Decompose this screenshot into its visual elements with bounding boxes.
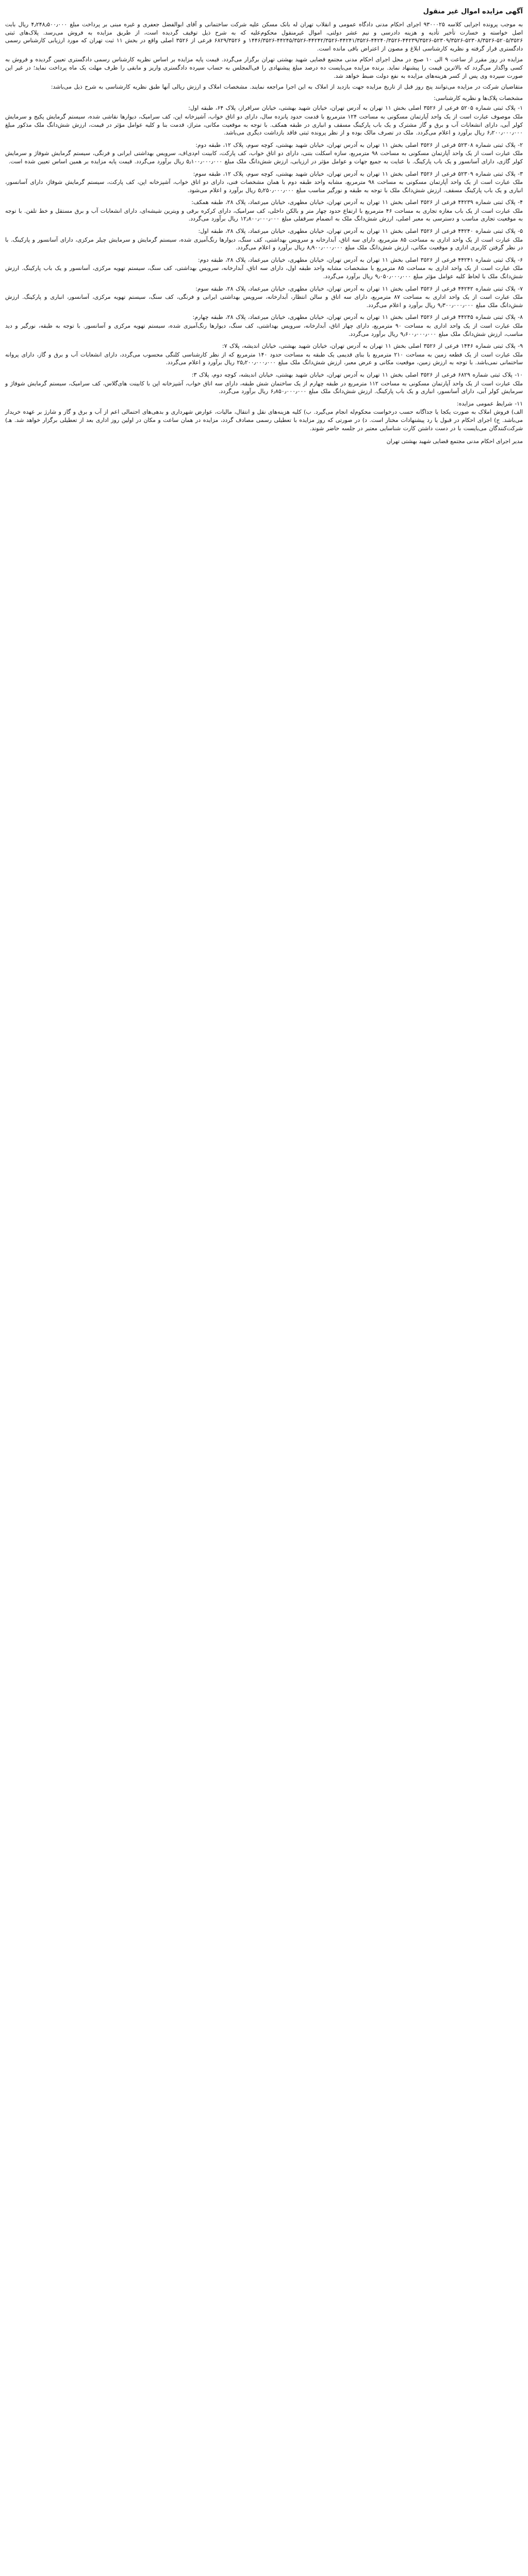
list-item bbox=[5, 141, 523, 166]
item-title: ۱- پلاک ثبتی شماره ۵۲۰۵ فرعی از ۳۵۲۶ اصلی بخش ۱۱ تهران به آدرس تهران، خیابان شهید بهشتی، خیابان سرافراز، پلاک ۶۴، طبقه اول: bbox=[188, 105, 523, 112]
item-title: ۳- پلاک ثبتی شماره ۵۲۳۰۹ فرعی از ۳۵۲۶ اصلی بخش ۱۱ تهران به آدرس تهران، خیابان شهید بهشتی، کوچه سوم، پلاک ۱۲، طبقه سوم: bbox=[193, 170, 523, 177]
list-item bbox=[5, 313, 523, 338]
item-title: ۹- پلاک ثبتی شماره ۱۴۴۶ فرعی از ۳۵۲۶ اصلی بخش ۱۱ تهران به آدرس تهران، خیابان شهید بهشتی، خیابان اندیشه، پلاک ۷: bbox=[222, 343, 523, 350]
item-body: ملک موصوف عبارت است از یک واحد آپارتمان مسکونی به مساحت ۱۲۴ مترمربع با قدمت حدود پانزده سال، دارای دو اتاق خواب، آشپزخانه اپن، کف سرامیک، دیوارها نقاشی شده، سیستم گرمایش پکیج و سرمایش کولر آبی، دارای انشعابات آب و برق و گاز مشترک و یک باب پارکینگ مسقف و انباری در طبقه همکف. با توجه به موقعیت مکانی، متراژ، قدمت بنا و کلیه عوامل مؤثر در قیمت، ارزش شش‌دانگ ملک مذکور مبلغ ۶٫۲۰۰٫۰۰۰٫۰۰۰ ریال برآورد و اعلام می‌گردد. ملک در تصرف مالک بوده و از نظر پرونده ثبتی فاقد بازداشت دیگری می‌باشد. bbox=[5, 113, 523, 137]
item-body: ملک عبارت است از یک قطعه زمین به مساحت ۲۱۰ مترمربع با بنای قدیمی یک طبقه به مساحت حدود ۱۴۰ مترمربع که از نظر کارشناسی کلنگی محسوب می‌گردد، دارای انشعابات آب و برق و گاز، دارای پروانه ساختمانی نمی‌باشد. با توجه به ارزش زمین، موقعیت مکانی و عرض معبر، ارزش شش‌دانگ ملک مبلغ ۲۵٫۲۰۰٫۰۰۰٫۰۰۰ ریال برآورد و اعلام می‌گردد. bbox=[5, 351, 523, 366]
item-title: ۷- پلاک ثبتی شماره ۴۴۲۴۲ فرعی از ۳۵۲۶ اصلی بخش ۱۱ تهران به آدرس تهران، خیابان مطهری، خیابان میرعماد، پلاک ۲۸، طبقه سوم: bbox=[195, 285, 523, 292]
item-body: ملک عبارت است از یک واحد آپارتمان مسکونی به مساحت ۹۸ مترمربع، مشابه واحد طبقه دوم با همان مشخصات فنی، دارای دو اتاق خواب، آشپزخانه اپن، کف پارکت، سیستم گرمایش شوفاژ، دارای آسانسور، انباری و یک باب پارکینگ مسقف. ارزش شش‌دانگ ملک با توجه به طبقه و نورگیر مناسب مبلغ ۵٫۲۵۰٫۰۰۰٫۰۰۰ ریال برآورد و اعلام می‌شود. bbox=[5, 179, 523, 194]
list-item bbox=[5, 256, 523, 281]
list-item bbox=[5, 400, 523, 432]
item-title: ۴- پلاک ثبتی شماره ۴۴۲۳۹ فرعی از ۳۵۲۶ اصلی بخش ۱۱ تهران به آدرس تهران، خیابان مطهری، خیابان میرعماد، پلاک ۲۸، طبقه همکف: bbox=[191, 199, 523, 206]
intro-paragraph-2: مزایده در روز مقرر از ساعت ۹ الی ۱۰ صبح در محل اجرای احکام مدنی مجتمع قضایی شهید بهشتی تهران برگزار می‌گردد. قیمت پایه مزایده بر اساس نظریه کارشناس رسمی دادگستری تعیین گردیده و فروش به کسی واگذار می‌گردد که بالاترین قیمت را پیشنهاد نماید. برنده مزایده می‌بایست ده درصد مبلغ پیشنهادی را فی‌المجلس به حساب سپرده دادگستری واریز و مابقی را ظرف مهلت یک ماه پرداخت نماید؛ در غیر این صورت سپرده وی پس از کسر هزینه‌های مزایده به نفع دولت ضبط خواهد شد. bbox=[5, 56, 523, 79]
list-item bbox=[5, 198, 523, 223]
item-title: ۸- پلاک ثبتی شماره ۴۴۲۴۵ فرعی از ۳۵۲۶ اصلی بخش ۱۱ تهران به آدرس تهران، خیابان مطهری، خیابان میرعماد، پلاک ۲۸، طبقه چهارم: bbox=[192, 314, 523, 321]
list-item bbox=[5, 227, 523, 252]
item-body: ملک عبارت است از یک واحد اداری به مساحت ۸۵ مترمربع، دارای سه اتاق، آبدارخانه و سرویس بهداشتی، کف سنگ، دیوارها رنگ‌آمیزی شده، سیستم گرمایش و سرمایش چیلر مرکزی، دارای آسانسور و پارکینگ. با در نظر گرفتن کاربری اداری و موقعیت مکانی، ارزش شش‌دانگ ملک مبلغ ۸٫۹۰۰٫۰۰۰٫۰۰۰ ریال برآورد و اعلام می‌گردد. bbox=[5, 236, 523, 251]
item-title: ۲- پلاک ثبتی شماره ۵۲۳۰۸ فرعی از ۳۵۲۶ اصلی بخش ۱۱ تهران به آدرس تهران، خیابان شهید بهشتی، کوچه سوم، پلاک ۱۲، طبقه دوم: bbox=[195, 141, 523, 148]
list-item bbox=[5, 342, 523, 367]
item-body: الف) فروش املاک به صورت یکجا یا جداگانه حسب درخواست محکوم‌له انجام می‌گیرد. ب) کلیه هزینه‌های نقل و انتقال، مالیات، عوارض شهرداری و بدهی‌های احتمالی اعم از آب و برق و گاز و شارژ بر عهده خریدار می‌باشد. ج) اجرای احکام در قبول یا رد پیشنهادات مختار است. د) در صورتی که روز مزایده با تعطیلی رسمی مصادف گردد، مزایده در همان ساعت و مکان در اولین روز اداری بعد از تعطیلی برگزار خواهد شد. هـ) شرکت‌کنندگان می‌بایست با در دست داشتن کارت شناسایی معتبر در جلسه حاضر شوند. bbox=[5, 409, 523, 432]
item-body: ملک عبارت است از یک واحد آپارتمان مسکونی به مساحت ۱۱۲ مترمربع در طبقه چهارم از یک ساختمان شش طبقه، دارای سه اتاق خواب، آشپزخانه اپن با کابینت های‌گلاس، کف سرامیک، سیستم گرمایش شوفاژ و سرمایش کولر آبی، دارای آسانسور، انباری و یک باب پارکینگ. ارزش شش‌دانگ ملک مبلغ ۶٫۸۵۰٫۰۰۰٫۰۰۰ ریال برآورد می‌گردد. bbox=[5, 380, 523, 395]
item-title: ۶- پلاک ثبتی شماره ۴۴۲۴۱ فرعی از ۳۵۲۶ اصلی بخش ۱۱ تهران به آدرس تهران، خیابان مطهری، خیابان میرعماد، پلاک ۲۸، طبقه دوم: bbox=[197, 256, 523, 263]
list-item bbox=[5, 170, 523, 195]
list-item bbox=[5, 285, 523, 310]
document-title: آگهی مزایده اموال غیر منقول bbox=[423, 8, 523, 15]
list-heading: مشخصات پلاک‌ها و نظریه کارشناسی: bbox=[434, 94, 523, 101]
item-body: ملک عبارت است از یک واحد اداری به مساحت ۸۵ مترمربع با مشخصات مشابه واحد طبقه اول، دارای سه اتاق، آبدارخانه، سرویس بهداشتی، کف سنگ، سیستم تهویه مرکزی، آسانسور و یک باب پارکینگ. ارزش شش‌دانگ ملک با لحاظ کلیه عوامل مؤثر مبلغ ۹٫۰۵۰٫۰۰۰٫۰۰۰ ریال برآورد می‌گردد. bbox=[5, 265, 523, 280]
item-body: ملک عبارت است از یک باب مغازه تجاری به مساحت ۴۶ مترمربع با ارتفاع حدود چهار متر و بالکن داخلی، کف سرامیک، دارای کرکره برقی و ویترین شیشه‌ای، دارای انشعابات آب و برق مستقل و خط تلفن. با توجه به موقعیت تجاری مناسب و دسترسی به معبر اصلی، ارزش شش‌دانگ ملک به انضمام سرقفلی مبلغ ۱۲٫۸۰۰٫۰۰۰٫۰۰۰ ریال برآورد می‌گردد. bbox=[5, 207, 523, 223]
document-footer: مدیر اجرای احکام مدنی مجتمع قضایی شهید بهشتی تهران bbox=[386, 438, 523, 445]
list-item bbox=[5, 371, 523, 396]
item-body: ملک عبارت است از یک واحد آپارتمان مسکونی به مساحت ۹۸ مترمربع، سازه اسکلت بتنی، دارای دو اتاق خواب، کف پارکت، کابینت ام‌دی‌اف، سرویس بهداشتی ایرانی و فرنگی، سیستم گرمایش شوفاژ و سرمایش کولر گازی، دارای آسانسور و یک باب پارکینگ. با عنایت به جمیع جهات و عوامل مؤثر در ارزیابی، ارزش شش‌دانگ ملک مبلغ ۵٫۱۰۰٫۰۰۰٫۰۰۰ ریال برآورد می‌گردد. قیمت پایه مزایده بر همین اساس تعیین شده است. bbox=[5, 150, 523, 165]
item-title: ۱۰- پلاک ثبتی شماره ۶۸۲۹ فرعی از ۳۵۲۶ اصلی بخش ۱۱ تهران به آدرس تهران، خیابان شهید بهشتی، خیابان اندیشه، کوچه دوم، پلاک ۳: bbox=[191, 371, 523, 378]
item-body: ملک عبارت است از یک واحد اداری به مساحت ۹۰ مترمربع، دارای چهار اتاق، آبدارخانه، سرویس بهداشتی، کف سنگ، دیوارها رنگ‌آمیزی شده، سیستم تهویه مرکزی و آسانسور. با توجه به طبقه، نورگیر و دید مناسب، ارزش شش‌دانگ ملک مبلغ ۹٫۶۰۰٫۰۰۰٫۰۰۰ ریال برآورد می‌گردد. bbox=[5, 323, 523, 337]
intro-paragraph-3: متقاضیان شرکت در مزایده می‌توانند پنج روز قبل از تاریخ مزایده جهت بازدید از املاک به این اجرا مراجعه نمایند. مشخصات املاک و ارزش ریالی آنها طبق نظریه کارشناسی به شرح ذیل می‌باشد: bbox=[51, 83, 523, 91]
item-title: ۵- پلاک ثبتی شماره ۴۴۲۴۰ فرعی از ۳۵۲۶ اصلی بخش ۱۱ تهران به آدرس تهران، خیابان مطهری، خیابان میرعماد، پلاک ۲۸، طبقه اول: bbox=[198, 228, 523, 235]
list-item bbox=[5, 104, 523, 137]
intro-paragraph: به موجب پرونده اجرایی کلاسه ۹۳۰۰۰۲۵ اجرای احکام مدنی دادگاه عمومی و انقلاب تهران له بانک مسکن علیه شرکت ساختمانی و آقای ابوالفضل جعفری و غیره مبنی بر پرداخت مبلغ ۴٫۲۴۸٫۵۰۰٫۰۰۰ ریال بابت اصل خواسته و خسارت تأخیر تأدیه و هزینه دادرسی و نیم عشر دولتی، اموال غیرمنقول محکوم‌علیه که به شرح ذیل توقیف گردیده است، از طریق مزایده به فروش می‌رسد. پلاک‌های ثبتی ۵۲۰۵/۳۵۲۶-۵۲۳۰۸/۳۵۲۶-۵۲۳۰۹/۳۵۲۶-۴۴۲۳۹/۳۵۲۶-۴۴۲۴۰/۳۵۲۶-۴۴۲۴۱/۳۵۲۶-۴۴۲۴۲/۳۵۲۶-۴۴۲۴۵/۳۵۲۶-۱۴۴۶/۳۵۲۶ و ۶۸۲۹/۳۵۲۶ فرعی از ۳۵۲۶ اصلی واقع در بخش ۱۱ ثبت تهران که مورد ارزیابی کارشناس رسمی دادگستری قرار گرفته و نظریه کارشناسی ابلاغ و مصون از اعتراض باقی مانده است. bbox=[5, 21, 523, 52]
item-title: ۱۱- شرایط عمومی مزایده: bbox=[456, 400, 523, 407]
property-list bbox=[5, 104, 523, 432]
item-body: ملک عبارت است از یک واحد اداری به مساحت ۸۷ مترمربع، دارای سه اتاق و سالن انتظار، آبدارخانه، سرویس بهداشتی ایرانی و فرنگی، کف سنگ، سیستم تهویه مرکزی، آسانسور، انباری و پارکینگ. ارزش شش‌دانگ ملک مبلغ ۹٫۳۰۰٫۰۰۰٫۰۰۰ ریال برآورد و اعلام می‌گردد. bbox=[5, 294, 523, 309]
